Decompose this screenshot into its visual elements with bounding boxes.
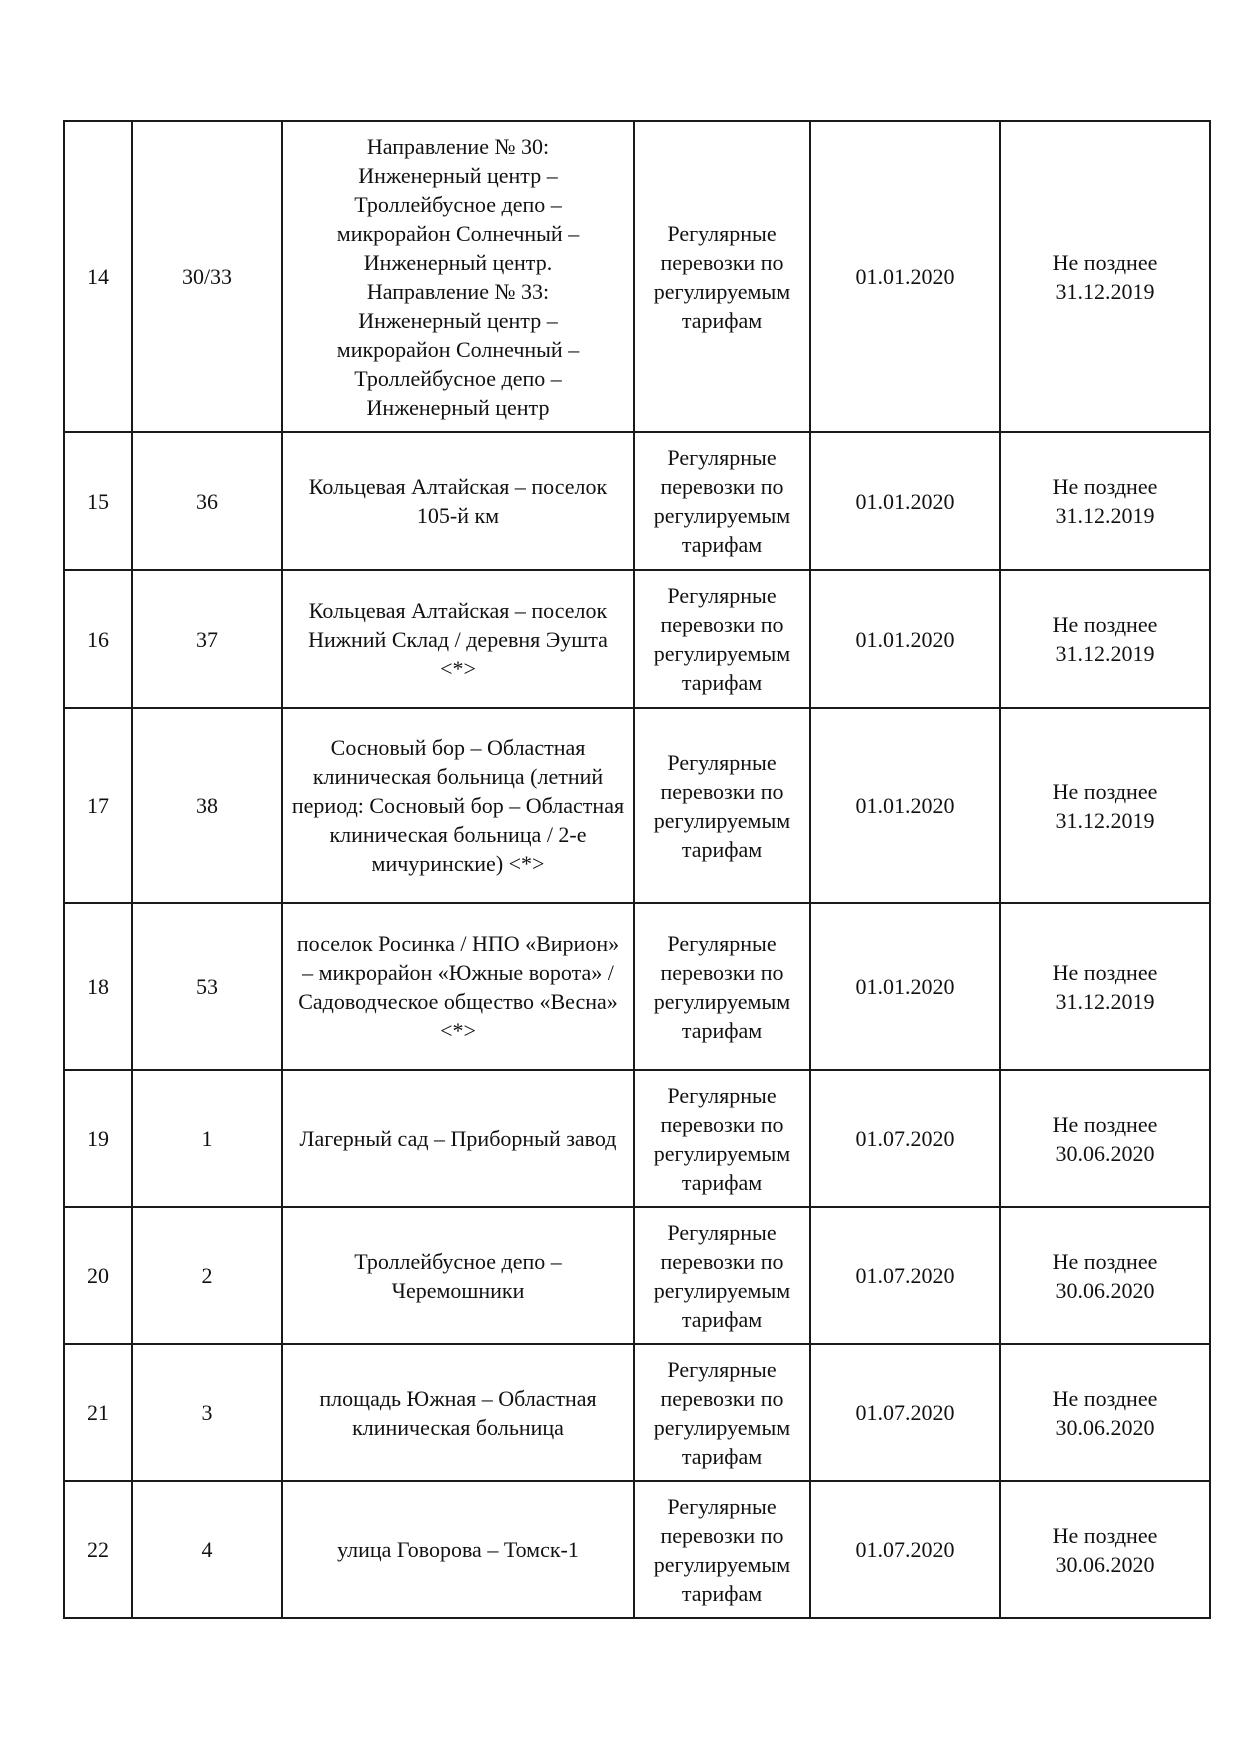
deadline: Не позднее 31.12.2019 xyxy=(1000,570,1210,708)
row-number: 20 xyxy=(64,1207,132,1344)
row-number: 17 xyxy=(64,708,132,903)
document-page xyxy=(63,120,1209,1619)
start-date: 01.07.2020 xyxy=(810,1070,1000,1207)
route-number: 1 xyxy=(132,1070,282,1207)
transport-type: Регулярные перевозки по регулируемым тарифам xyxy=(634,570,810,708)
start-date: 01.01.2020 xyxy=(810,903,1000,1070)
route-number: 37 xyxy=(132,570,282,708)
route-number: 3 xyxy=(132,1344,282,1481)
transport-type: Регулярные перевозки по регулируемым тарифам xyxy=(634,1207,810,1344)
route-name: поселок Росинка / НПО «Вирион» – микрорайон «Южные ворота» / Садоводческое общество «Весна» <*> xyxy=(282,903,634,1070)
deadline: Не позднее 30.06.2020 xyxy=(1000,1481,1210,1618)
deadline: Не позднее 31.12.2019 xyxy=(1000,432,1210,570)
deadline: Не позднее 31.12.2019 xyxy=(1000,121,1210,432)
route-name: Сосновый бор – Областная клиническая больница (летний период: Сосновый бор – Областная клиническая больница / 2-е мичуринские) <*> xyxy=(282,708,634,903)
transport-type: Регулярные перевозки по регулируемым тарифам xyxy=(634,708,810,903)
transport-type: Регулярные перевозки по регулируемым тарифам xyxy=(634,1481,810,1618)
row-number: 19 xyxy=(64,1070,132,1207)
start-date: 01.01.2020 xyxy=(810,570,1000,708)
table-row xyxy=(64,1481,1210,1618)
row-number: 18 xyxy=(64,903,132,1070)
start-date: 01.01.2020 xyxy=(810,121,1000,432)
table-row xyxy=(64,570,1210,708)
start-date: 01.01.2020 xyxy=(810,432,1000,570)
route-name: Кольцевая Алтайская – поселок 105-й км xyxy=(282,432,634,570)
routes-table xyxy=(63,120,1211,1619)
start-date: 01.07.2020 xyxy=(810,1481,1000,1618)
route-name: Троллейбусное депо – Черемошники xyxy=(282,1207,634,1344)
route-name: Лагерный сад – Приборный завод xyxy=(282,1070,634,1207)
route-number: 53 xyxy=(132,903,282,1070)
table-row xyxy=(64,1344,1210,1481)
route-number: 30/33 xyxy=(132,121,282,432)
table-row xyxy=(64,1070,1210,1207)
row-number: 22 xyxy=(64,1481,132,1618)
route-name: Кольцевая Алтайская – поселок Нижний Склад / деревня Эушта <*> xyxy=(282,570,634,708)
route-name: Направление № 30: Инженерный центр – Троллейбусное депо – микрорайон Солнечный – Инженерный центр. Направление № 33: Инженерный центр – микрорайон Солнечный – Троллейбусное депо – Инженерный центр xyxy=(282,121,634,432)
transport-type: Регулярные перевозки по регулируемым тарифам xyxy=(634,121,810,432)
start-date: 01.07.2020 xyxy=(810,1344,1000,1481)
table-row xyxy=(64,121,1210,432)
transport-type: Регулярные перевозки по регулируемым тарифам xyxy=(634,1070,810,1207)
deadline: Не позднее 31.12.2019 xyxy=(1000,708,1210,903)
transport-type: Регулярные перевозки по регулируемым тарифам xyxy=(634,1344,810,1481)
deadline: Не позднее 30.06.2020 xyxy=(1000,1344,1210,1481)
table-row xyxy=(64,1207,1210,1344)
row-number: 15 xyxy=(64,432,132,570)
table-row xyxy=(64,903,1210,1070)
transport-type: Регулярные перевозки по регулируемым тарифам xyxy=(634,903,810,1070)
deadline: Не позднее 30.06.2020 xyxy=(1000,1070,1210,1207)
table-row xyxy=(64,708,1210,903)
route-number: 36 xyxy=(132,432,282,570)
row-number: 21 xyxy=(64,1344,132,1481)
route-name: улица Говорова – Томск-1 xyxy=(282,1481,634,1618)
row-number: 16 xyxy=(64,570,132,708)
table-row xyxy=(64,432,1210,570)
route-number: 2 xyxy=(132,1207,282,1344)
route-name: площадь Южная – Областная клиническая больница xyxy=(282,1344,634,1481)
transport-type: Регулярные перевозки по регулируемым тарифам xyxy=(634,432,810,570)
start-date: 01.01.2020 xyxy=(810,708,1000,903)
row-number: 14 xyxy=(64,121,132,432)
start-date: 01.07.2020 xyxy=(810,1207,1000,1344)
route-number: 38 xyxy=(132,708,282,903)
deadline: Не позднее 31.12.2019 xyxy=(1000,903,1210,1070)
route-number: 4 xyxy=(132,1481,282,1618)
deadline: Не позднее 30.06.2020 xyxy=(1000,1207,1210,1344)
